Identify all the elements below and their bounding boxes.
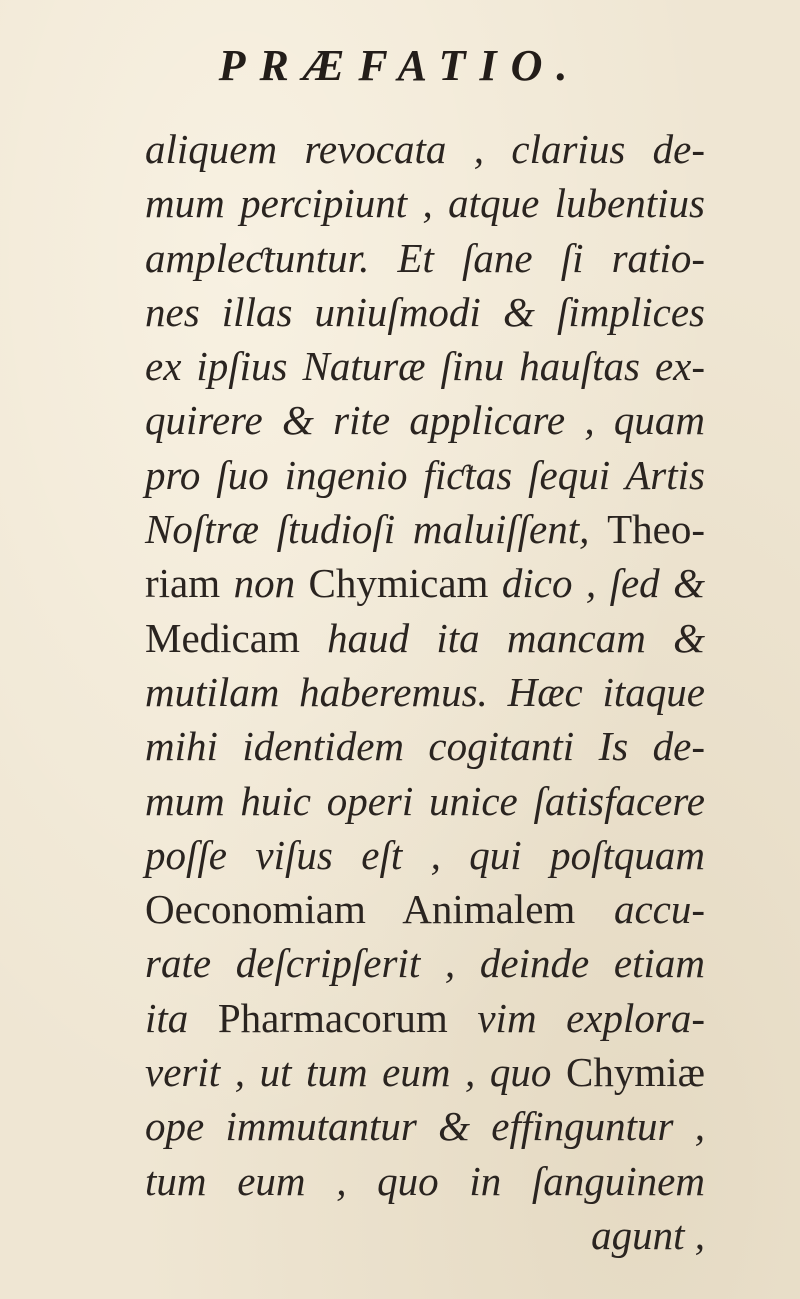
text-segment: mihi identidem cogitanti Is de-: [145, 723, 705, 770]
text-segment: aliquem revocata , clarius de-: [145, 126, 705, 172]
text-segment: Noſtræ ſtudioſi maluiſſent,: [145, 506, 608, 553]
text-segment: pro ſuo ingenio fiƈtas ſequi Artis: [145, 451, 705, 498]
text-segment: ex ipſius Naturæ ſinu hauſtas ex-: [145, 343, 705, 390]
text-line: [145, 1099, 705, 1153]
text-segment: Oeconomiam Animalem: [145, 886, 614, 933]
text-line: [145, 611, 705, 665]
text-segment: rate deſcripſerit , deinde etiam: [145, 940, 705, 987]
text-line: [145, 1154, 705, 1208]
text-line: [145, 176, 705, 230]
text-line: [145, 1045, 705, 1099]
text-segment: verit , ut tum eum , quo: [145, 1049, 567, 1096]
body-text: [145, 122, 705, 1262]
text-line: [145, 339, 705, 393]
text-segment: dico , ſed &: [501, 560, 705, 607]
text-segment: ita: [145, 994, 218, 1041]
text-line: [145, 448, 705, 502]
text-line: [145, 936, 705, 990]
text-line: [145, 556, 705, 610]
running-title: PRÆFATIO.: [218, 41, 582, 90]
text-segment: quirere & rite applicare , quam: [145, 397, 705, 444]
text-segment: ope immutantur & effinguntur ,: [145, 1103, 705, 1150]
text-segment: accu-: [613, 886, 705, 933]
text-line: [145, 882, 705, 936]
text-segment: mum huic operi unice ſatisfacere: [145, 777, 705, 824]
text-line: [145, 828, 705, 882]
text-line: [145, 774, 705, 828]
text-segment: Theo-: [607, 506, 705, 553]
text-line: [145, 502, 705, 556]
text-line: [145, 122, 705, 176]
text-segment: ampleƈtuntur. Et ſane ſi ratio-: [145, 234, 705, 281]
catchword: [145, 1208, 705, 1262]
text-segment: nes illas uniuſmodi & ſimplices: [145, 288, 705, 335]
text-segment: poſſe viſus eſt , qui poſtquam: [145, 831, 705, 878]
text-segment: Medicam: [145, 614, 328, 661]
text-line: [145, 719, 705, 773]
text-segment: Chymiæ: [566, 1049, 705, 1096]
text-segment: mutilam haberemus. Hæc itaque: [145, 668, 705, 715]
text-line: [145, 991, 705, 1045]
text-segment: riam: [145, 560, 234, 607]
text-line: [145, 393, 705, 447]
text-segment: vim explora-: [477, 994, 705, 1041]
text-segment: Pharmacorum: [217, 994, 478, 1041]
text-segment: haud ita mancam &: [327, 614, 705, 661]
text-segment: tum eum , quo in ſanguinem: [145, 1157, 705, 1204]
text-line: [145, 231, 705, 285]
text-segment: agunt ,: [591, 1211, 705, 1258]
text-segment: mum percipiunt , atque lubentius: [145, 180, 705, 227]
text-segment: Chymicam: [308, 560, 502, 607]
text-line: [145, 665, 705, 719]
text-line: [145, 285, 705, 339]
text-segment: non: [233, 560, 309, 607]
